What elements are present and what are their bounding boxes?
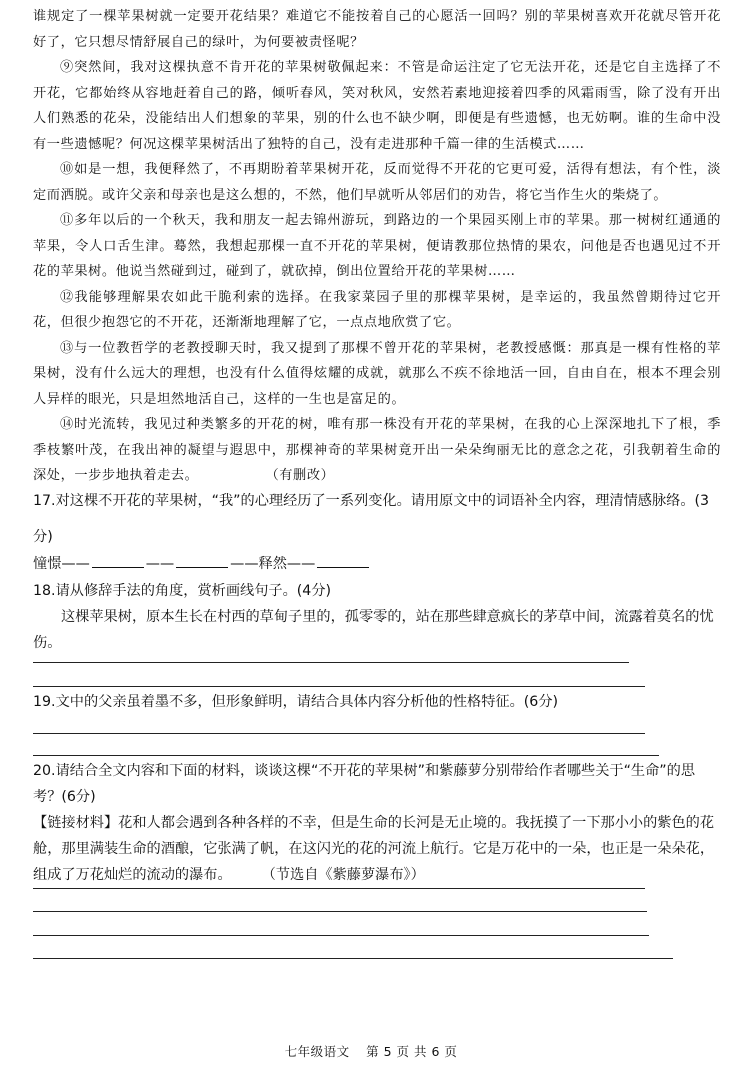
chain-dash: ——: [145, 556, 175, 572]
emotion-start: 憧憬: [33, 556, 62, 572]
chain-dash: ——: [230, 556, 259, 572]
reading-passage: [33, 4, 721, 489]
chain-dash: ——: [286, 556, 316, 572]
page-footer: [0, 1042, 742, 1060]
answer-line[interactable]: [33, 958, 673, 959]
answer-line[interactable]: [33, 686, 645, 687]
answer-blank-1[interactable]: [92, 553, 144, 568]
question-20-linked-material: [33, 810, 723, 888]
question-17-emotion-chain: [33, 553, 371, 573]
passage-paragraph-14-text: ⑭时光流转，我见过种类繁多的开花的树，唯有那一株没有开花的苹果树，在我的心上深深地扎下了根，季季枝繁叶茂，在我出神的凝望与遐思中，那棵神奇的苹果树竟开出一朵朵绚丽无比的意念之花，引我朝着生命的深处，一步步地执着走去。: [33, 417, 721, 483]
linked-material-source: （节选自《紫藤萝瀑布》）: [261, 867, 425, 883]
emotion-end: 释然: [258, 556, 287, 572]
passage-paragraph-11: ⑪多年以后的一个秋天，我和朋友一起去锦州游玩，到路边的一个果园买刚上市的苹果。那一树树红通通的苹果，令人口舌生津。蓦然，我想起那棵一直不开花的苹果树，便请教那位热情的果农，问他是否也遇见过不开花的苹果树。他说当然碰到过，碰到了，就砍掉，倒出位置给开花的苹果树……: [33, 213, 721, 279]
chain-dash: ——: [61, 556, 90, 572]
passage-paragraph: 谁规定了一棵苹果树就一定要开花结果？难道它不能按着自己的心愿活一回吗？别的苹果树喜欢开花就尽管开花好了，它只想尽情舒展自己的绿叶，为何要被责怪呢？: [33, 9, 721, 50]
answer-line[interactable]: [33, 755, 659, 756]
answer-blank-2[interactable]: [176, 553, 228, 568]
question-18: 18.请从修辞手法的角度，赏析画线句子。(4分): [33, 583, 332, 599]
question-20: 20.请结合全文内容和下面的材料，谈谈这棵“不开花的苹果树”和紫藤萝分别带给作者哪些关于“生命”的思考？(6分): [33, 763, 696, 805]
passage-paragraph-10: ⑩如是一想，我便释然了，不再期盼着苹果树开花，反而觉得不开花的它更可爱，活得有想法，有个性，淡定而洒脱。或许父亲和母亲也是这么想的，不然，他们早就听从邻居们的劝告，将它当作生火的柴烧了。: [33, 162, 721, 203]
answer-line[interactable]: [33, 888, 645, 889]
footer-subject: 七年级语文: [284, 1044, 350, 1059]
question-17: 17.对这棵不开花的苹果树，“我”的心理经历了一系列变化。请用原文中的词语补全内容，理清情感脉络。(3分): [33, 493, 710, 545]
answer-line[interactable]: [33, 733, 645, 734]
question-19: 19.文中的父亲虽着墨不多，但形象鲜明，请结合具体内容分析他的性格特征。(6分): [33, 694, 559, 710]
passage-paragraph-9: ⑨突然间，我对这棵执意不肯开花的苹果树敬佩起来：不管是命运注定了它无法开花，还是它自主选择了不开花，它都始终从容地赶着自己的路，倾听春风，笑对秋风，安然若素地迎接着四季的风霜雨雪，除了没有开出人们熟悉的花朵，没能结出人们想象的苹果，别的什么也不缺少啊，即便是有些遗憾，也无妨啊。谁的生命中没有一些遗憾呢？何况这棵苹果树活出了独特的自己，没有走进那种千篇一律的生活模式……: [33, 60, 721, 152]
passage-paragraph-12: ⑫我能够理解果农如此干脆利索的选择。在我家菜园子里的那棵苹果树，是幸运的，我虽然曾期待过它开花，但很少抱怨它的不开花，还渐渐地理解了它，一点点地欣赏了它。: [33, 289, 721, 330]
underlined-sentence: 这棵苹果树，原本生长在村西的草甸子里的，孤零零的，站在那些肆意疯长的茅草中间，流露着莫名的忧伤。: [33, 609, 714, 651]
passage-paragraph-13: ⑬与一位教哲学的老教授聊天时，我又提到了那棵不曾开花的苹果树，老教授感慨：那真是一棵有性格的苹果树，没有什么远大的理想，也没有什么值得炫耀的成就，就那么不疾不徐地活一回，自由自在，根本不理会别人异样的眼光，只是坦然地活自己，这样的一生也是富足的。: [33, 340, 721, 407]
answer-blank-3[interactable]: [317, 553, 369, 568]
passage-source-note: （有删改）: [265, 468, 335, 483]
answer-line[interactable]: [33, 911, 647, 912]
answer-line[interactable]: [33, 935, 649, 936]
footer-page-number: 第 5 页 共 6 页: [366, 1044, 458, 1059]
question-18-quoted-sentence: [33, 604, 723, 656]
linked-material-text: 【链接材料】花和人都会遇到各种各样的不幸，但是生命的长河是无止境的。我抚摸了一下那小小的紫色的花舱，那里满装生命的酒酿，它张满了帆，在这闪光的花的河流上航行。它是万花中的一朵，也正是一朵朵花，组成了万花灿烂的流动的瀑布。: [33, 815, 715, 883]
answer-line[interactable]: [33, 662, 629, 663]
passage-paragraph-14: [33, 412, 721, 489]
